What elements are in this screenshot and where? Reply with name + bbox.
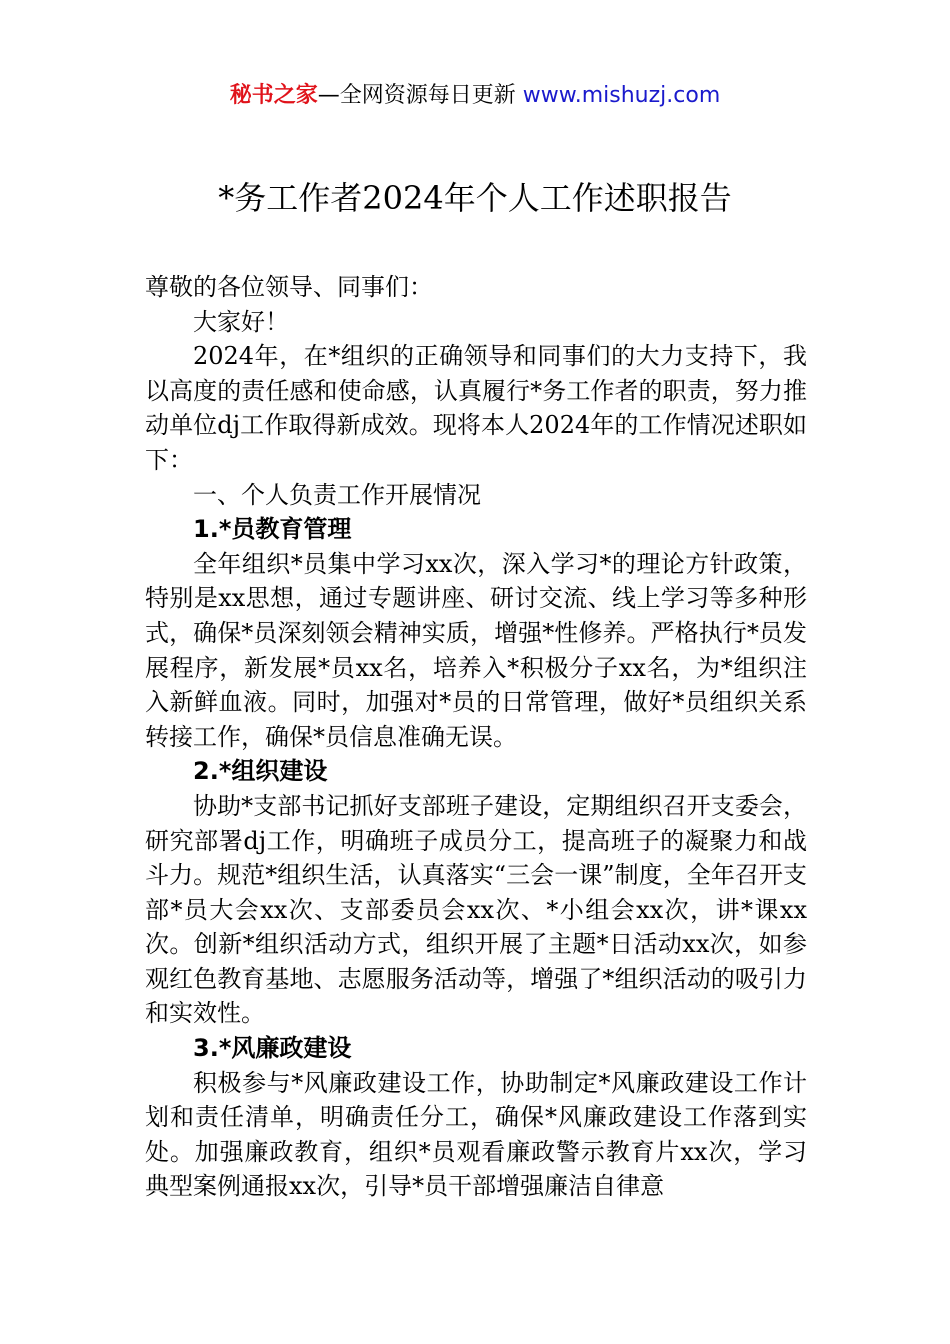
site-name: 秘书之家 <box>229 83 318 108</box>
section-heading: 一、个人负责工作开展情况 <box>193 480 481 509</box>
paragraph: 全年组织*员集中学习xx次，深入学习*的理论方针政策，特别是xx思想，通过专题讲座、研讨交流、线上学习等多种形式，确保*员深刻领会精神实质，增强*性修养。严格执行*员发展程序，新发展*员xx名，培养入*积极分子xx名，为*组织注入新鲜血液。同时，加强对*员的日常管理，做好*员组织关系转接工作，确保*员信息准确无误。 <box>145 549 807 751</box>
greeting: 大家好！ <box>193 307 289 336</box>
subsection-heading: 2.*组织建设 <box>193 757 328 786</box>
site-tagline: —全网资源每日更新 <box>317 83 516 108</box>
document-title: *务工作者2024年个人工作述职报告 <box>218 179 732 217</box>
document-body <box>145 270 807 1204</box>
paragraph: 积极参与*风廉政建设工作，协助制定*风廉政建设工作计划和责任清单，明确责任分工，确保*风廉政建设工作落到实处。加强廉政教育，组织*员观看廉政警示教育片xx次，学习典型案例通报xx次，引导*员干部增强廉洁自律意 <box>145 1068 807 1201</box>
site-url-link[interactable]: www.mishuzj.com <box>522 83 721 108</box>
intro-paragraph: 2024年，在*组织的正确领导和同事们的大力支持下，我以高度的责任感和使命感，认真履行*务工作者的职责，努力推动单位dj工作取得新成效。现将本人2024年的工作情况述职如下： <box>145 342 807 474</box>
paragraph: 协助*支部书记抓好支部班子建设，定期组织召开支委会，研究部署dj工作，明确班子成员分工，提高班子的凝聚力和战斗力。规范*组织生活，认真落实“三会一课”制度，全年召开支部*员大会xx次、支部委员会xx次、*小组会xx次，讲*课xx次。创新*组织活动方式，组织开展了主题*日活动xx次，如参观红色教育基地、志愿服务活动等，增强了*组织活动的吸引力和实效性。 <box>145 791 807 1028</box>
subsection-heading: 1.*员教育管理 <box>193 515 352 544</box>
subsection-heading: 3.*风廉政建设 <box>193 1034 352 1063</box>
salutation: 尊敬的各位领导、同事们： <box>145 273 433 301</box>
site-header <box>0 80 950 112</box>
